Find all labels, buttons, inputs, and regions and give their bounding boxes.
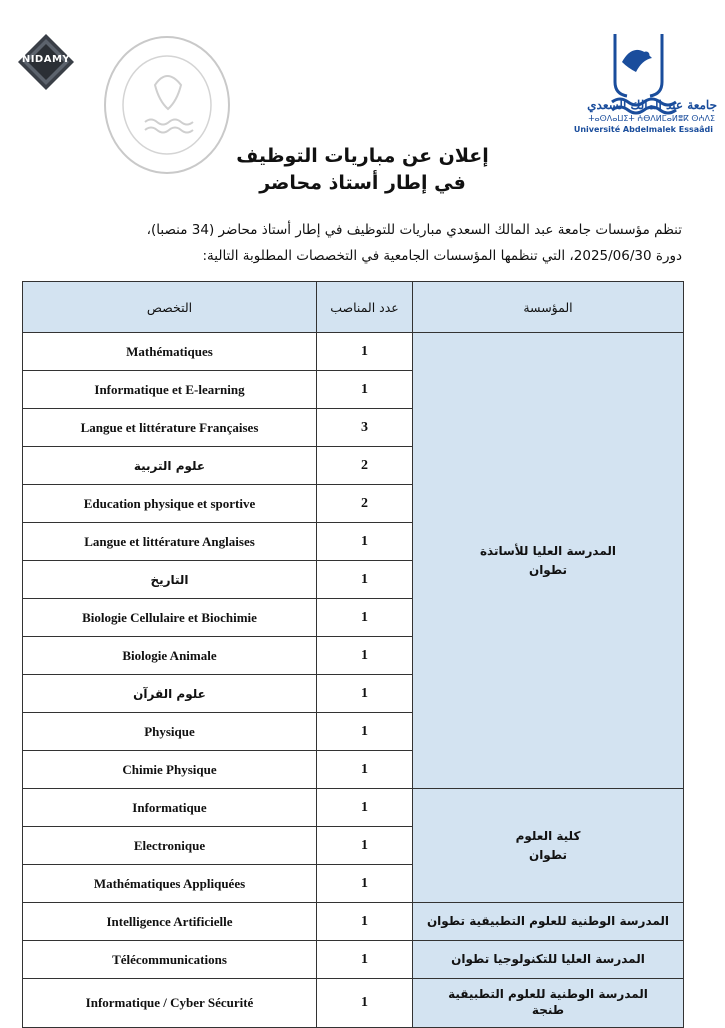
intro-line-1: تنظم مؤسسات جامعة عبد المالك السعدي مباريات للتوظيف في إطار أستاذ محاضر (34 منصبا)، xyxy=(146,222,682,238)
specialty-cell: Langue et littérature Françaises xyxy=(23,409,317,447)
institution-cell xyxy=(413,979,684,1028)
specialty-cell: علوم التربية xyxy=(23,447,317,485)
specialty-cell: علوم القرآن xyxy=(23,675,317,713)
table-row xyxy=(23,941,684,979)
specialty-cell: Télécommunications xyxy=(23,941,317,979)
specialty-cell: Physique xyxy=(23,713,317,751)
document-subtitle: في إطار أستاذ محاضر xyxy=(259,172,466,194)
positions-cell: 3 xyxy=(317,409,413,447)
nidamy-label: NIDAMY xyxy=(21,54,71,65)
university-name-arabic: جامعة عبد المالك السعدي xyxy=(587,98,717,112)
institution-cell xyxy=(413,903,684,941)
table-row xyxy=(23,903,684,941)
institution-name: المدرسة العليا للأساتذة xyxy=(479,543,617,558)
institution-name: كلية العلوم xyxy=(515,828,581,843)
institution-name: المدرسة الوطنية للعلوم التطبيقية xyxy=(448,987,648,1002)
university-name-tifinagh: ⵜⴰⵙⴷⴰⵡⵉⵜ ⵄⴱⴷⵍⵎⴰⵍⴻⴽ ⵙⵄⴷⵉ xyxy=(588,114,715,123)
header-specialty: التخصص xyxy=(23,282,317,333)
positions-cell: 1 xyxy=(317,789,413,827)
positions-cell: 1 xyxy=(317,333,413,371)
institution-name: المدرسة العليا للتكنولوجيا تطوان xyxy=(451,952,645,967)
institution-city: تطوان xyxy=(528,847,568,862)
specialty-cell: Informatique et E-learning xyxy=(23,371,317,409)
table-row xyxy=(23,979,684,1028)
specialty-cell: Mathématiques Appliquées xyxy=(23,865,317,903)
document-title: إعلان عن مباريات التوظيف xyxy=(236,145,489,167)
institution-city: طنجة xyxy=(531,1003,565,1017)
positions-cell: 1 xyxy=(317,713,413,751)
positions-cell: 1 xyxy=(317,979,413,1028)
specialty-cell: Informatique xyxy=(23,789,317,827)
institution-cell xyxy=(413,941,684,979)
positions-cell: 1 xyxy=(317,675,413,713)
positions-cell: 1 xyxy=(317,865,413,903)
specialty-cell: Mathématiques xyxy=(23,333,317,371)
specialty-cell: Chimie Physique xyxy=(23,751,317,789)
specialty-cell: Education physique et sportive xyxy=(23,485,317,523)
intro-line-2: دورة 2025/06/30، التي تنظمها المؤسسات الجامعية في التخصصات المطلوبة التالية: xyxy=(202,248,682,264)
positions-table xyxy=(22,281,684,1028)
positions-cell: 1 xyxy=(317,941,413,979)
header-positions: عدد المناصب xyxy=(317,282,413,333)
institution-cell xyxy=(413,789,684,903)
table-header-row xyxy=(23,282,684,333)
specialty-cell: Langue et littérature Anglaises xyxy=(23,523,317,561)
specialty-cell: Biologie Cellulaire et Biochimie xyxy=(23,599,317,637)
positions-cell: 1 xyxy=(317,371,413,409)
positions-cell: 1 xyxy=(317,523,413,561)
table-row xyxy=(23,333,684,371)
institution-cell xyxy=(413,333,684,789)
specialty-cell: Electronique xyxy=(23,827,317,865)
institution-name: المدرسة الوطنية للعلوم التطبيقية تطوان xyxy=(426,914,670,929)
positions-cell: 1 xyxy=(317,637,413,675)
positions-cell: 1 xyxy=(317,561,413,599)
positions-cell: 1 xyxy=(317,751,413,789)
table-row xyxy=(23,789,684,827)
specialty-cell: Informatique / Cyber Sécurité xyxy=(23,979,317,1028)
specialty-cell: Biologie Animale xyxy=(23,637,317,675)
specialty-cell: Intelligence Artificielle xyxy=(23,903,317,941)
header-institution: المؤسسة xyxy=(413,282,684,333)
positions-cell: 2 xyxy=(317,485,413,523)
positions-cell: 1 xyxy=(317,827,413,865)
institution-city: تطوان xyxy=(528,562,568,577)
specialty-cell: التاريخ xyxy=(23,561,317,599)
positions-cell: 1 xyxy=(317,599,413,637)
positions-cell: 1 xyxy=(317,903,413,941)
university-name-french: Université Abdelmalek Essaâdi xyxy=(573,125,713,134)
positions-cell: 2 xyxy=(317,447,413,485)
